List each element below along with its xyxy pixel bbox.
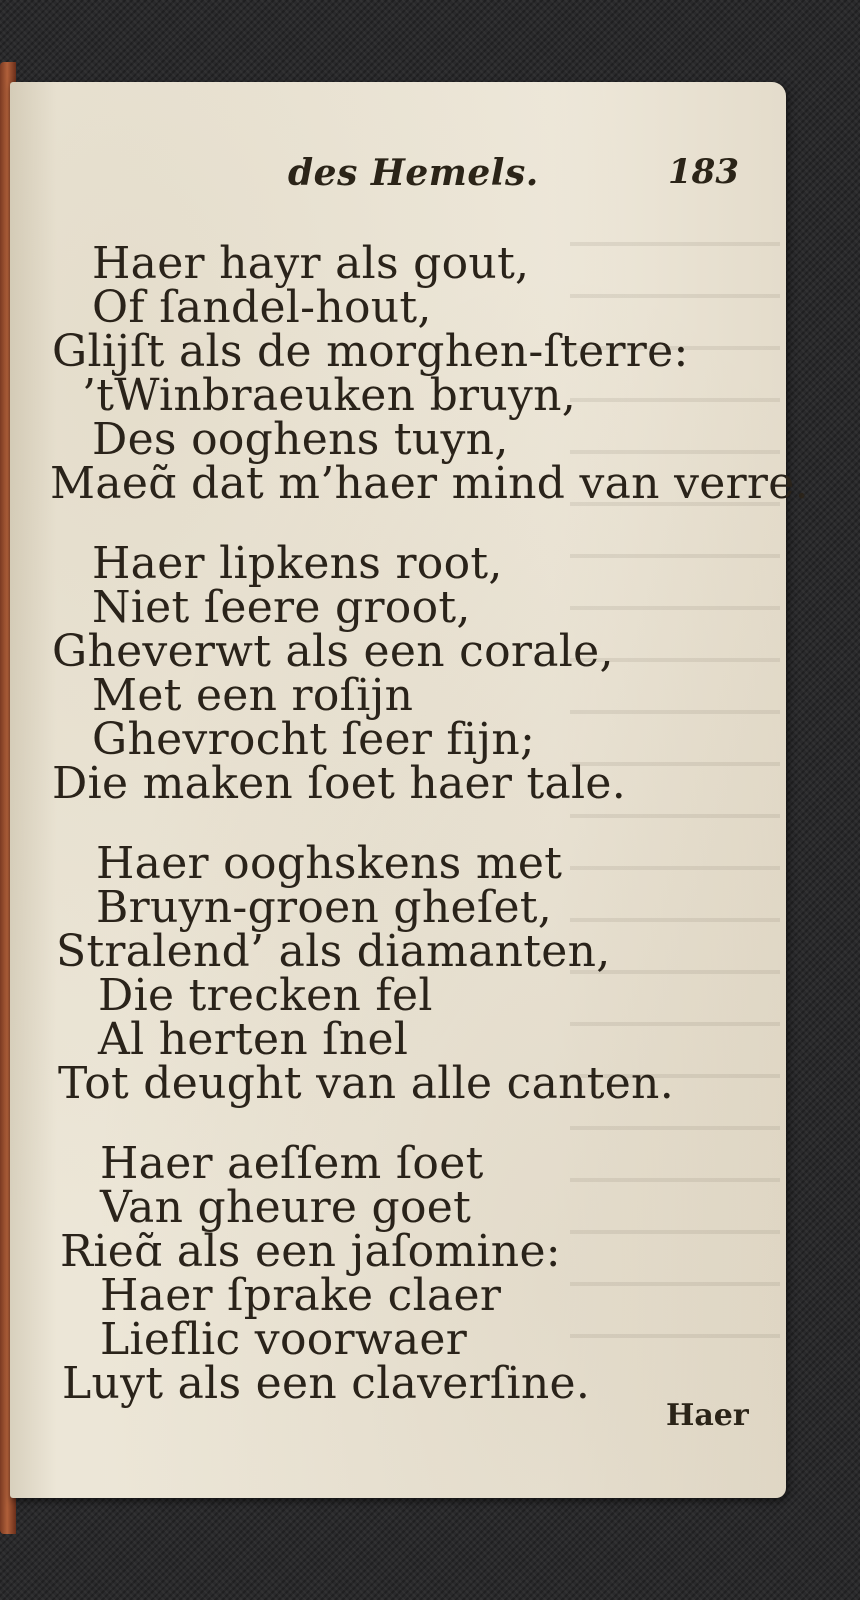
verse-line: Haer aeſſem ſoet: [100, 1138, 484, 1189]
verse-line: Luyt als een claverſine.: [62, 1358, 591, 1409]
verse-line: ’tWinbraeuken bruyn,: [82, 370, 577, 421]
verse-line: Rieɑ̃ als een jaſomine:: [60, 1226, 561, 1277]
verse-line: Ghevrocht ſeer fijn;: [92, 714, 536, 765]
verse-line: Met een roſijn: [92, 670, 414, 721]
verse-line: Lieflic voorwaer: [100, 1314, 468, 1365]
verse-line: Haer hayr als gout,: [92, 238, 530, 289]
verse-line: Of ſandel-hout,: [92, 282, 432, 333]
catchword: Haer: [666, 1398, 749, 1433]
verse-line: Van gheure goet: [100, 1182, 472, 1233]
verse-line: Haer ſprake claer: [100, 1270, 502, 1321]
verse-line: Haer lipkens root,: [92, 538, 503, 589]
verse-line: Haer ooghskens met: [96, 838, 563, 889]
verse-line: Niet ſeere groot,: [92, 582, 471, 633]
verse-line: Maeɑ̃ dat m’haer mind van verre.: [50, 458, 809, 509]
verse-line: Stralend’ als diamanten,: [56, 926, 611, 977]
verse-line: Gheverwt als een corale,: [52, 626, 614, 677]
page-number: 183: [668, 152, 739, 192]
verse-line: Des ooghens tuyn,: [92, 414, 509, 465]
verse-line: Bruyn-groen gheſet,: [96, 882, 553, 933]
verse-line: Die maken ſoet haer tale.: [52, 758, 626, 809]
verse-line: Glijſt als de morghen-ſterre:: [52, 326, 689, 377]
verse-line: Die trecken fel: [98, 970, 433, 1021]
verse-line: Tot deught van alle canten.: [58, 1058, 674, 1109]
verse-line: Al herten ſnel: [98, 1014, 409, 1065]
running-head: des Hemels.: [288, 152, 539, 194]
